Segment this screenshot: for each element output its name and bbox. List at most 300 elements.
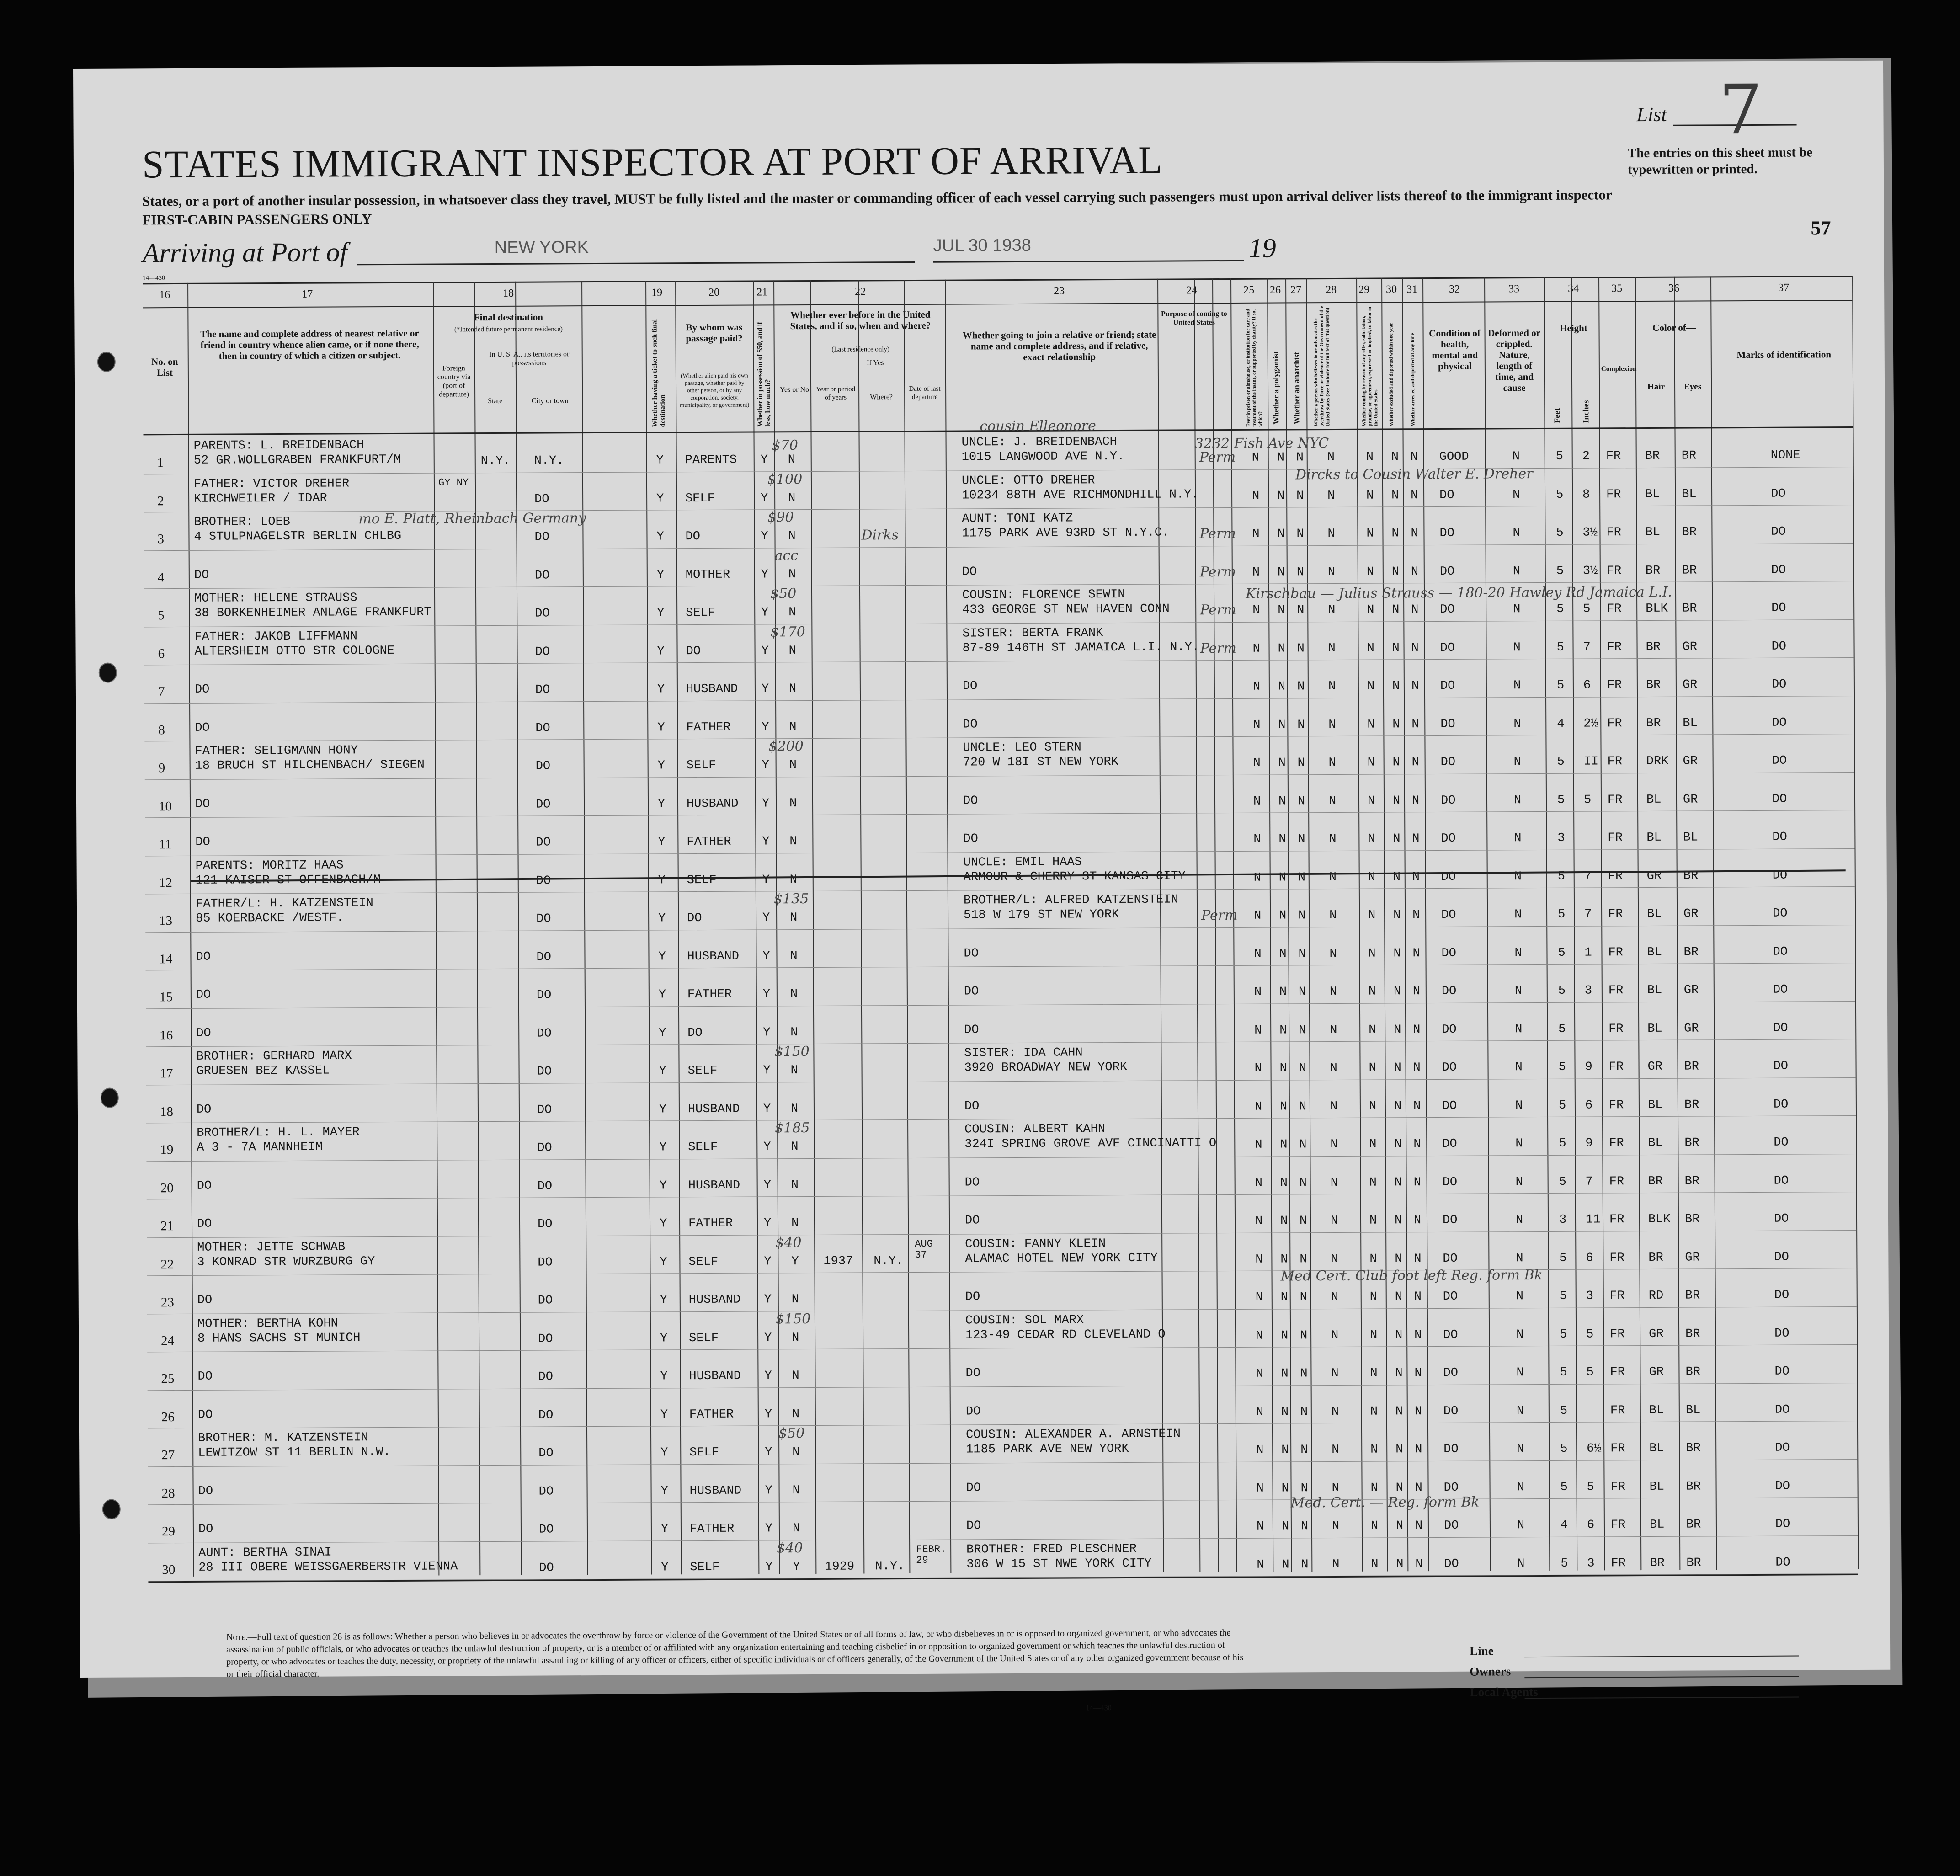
cell-q31: N [1414, 1366, 1422, 1380]
cell-eyes: BR [1685, 1327, 1700, 1341]
cell-paid: HUSBAND [689, 1484, 742, 1498]
handwritten-row2-money: $100 [767, 471, 803, 487]
cell-q26: N [1281, 1481, 1289, 1495]
cell-join2: 1185 PARK AVE NEW YORK [966, 1442, 1129, 1457]
cell-money: Y [764, 1254, 772, 1268]
cell-marks: DO [1774, 1288, 1790, 1302]
header-year-period: Year or period of years [816, 385, 856, 401]
cell-deformed: N [1516, 1404, 1524, 1418]
cell-money: Y [761, 491, 768, 505]
cell-paid: SELF [686, 758, 716, 773]
cell-ticket: Y [660, 1293, 668, 1307]
cell-no: 7 [158, 684, 165, 699]
cell-marks: DO [1772, 754, 1787, 768]
binder-hole [97, 352, 116, 372]
cell-complexion: FR [1608, 1022, 1624, 1036]
header-passage-paid: By whom was passage paid? [686, 321, 743, 344]
cell-marks: DO [1771, 525, 1786, 539]
header-foreign-country: Foreign country via (port of departure) [437, 364, 471, 399]
cell-q25: N [1253, 756, 1261, 770]
cell-complexion: FR [1609, 1136, 1624, 1151]
cell-hair: BL [1647, 945, 1662, 959]
cell-inches: 3½ [1582, 564, 1598, 578]
cell-q27: N [1300, 1443, 1308, 1457]
cell-paid: HUSBAND [686, 797, 739, 811]
handwritten-dirks: Dirks [861, 527, 899, 544]
cell-join2: DO [964, 1214, 980, 1228]
cell-q25: N [1252, 565, 1260, 580]
cell-q26: N [1280, 1176, 1288, 1190]
cell-q30: N [1395, 1328, 1403, 1342]
cell-money: Y [762, 758, 769, 773]
cell-hair: BL [1645, 487, 1660, 501]
cell-complexion: FR [1608, 1060, 1624, 1074]
cell-q27: N [1301, 1557, 1309, 1572]
cell-ever: N [790, 949, 798, 963]
cell-paid: HUSBAND [687, 1102, 740, 1116]
handwritten-row2-note: Dircks to Cousin Walter E. Dreher [1295, 465, 1533, 483]
cell-hair: BL [1649, 1403, 1664, 1418]
cell-hair: RD [1648, 1289, 1664, 1303]
cell-ever: N [792, 1407, 800, 1421]
cell-ever: N [790, 1102, 799, 1116]
manifest-table [143, 276, 1858, 1577]
cell-join2: DO [965, 1366, 980, 1380]
cell-q25: N [1252, 680, 1261, 694]
cell-ticket: Y [660, 1370, 668, 1384]
cell-q28: N [1328, 718, 1336, 732]
cell-join2: 306 W 15 ST NWE YORK CITY [966, 1556, 1152, 1572]
header-q25: Ever in prison or almshouse, or institution for care and treatment of the insane, or supported by charity? If so, which? [1245, 309, 1263, 427]
cell-q30: N [1392, 603, 1400, 617]
cell-q26: N [1278, 603, 1285, 618]
cell-q26: N [1277, 451, 1285, 465]
cell-q25: N [1254, 1023, 1262, 1038]
cell-eyes: BR [1686, 1479, 1701, 1494]
cell-feet: 5 [1555, 449, 1564, 464]
cell-q30: N [1392, 679, 1400, 693]
cell-eyes: BR [1686, 1556, 1701, 1570]
cell-paid: FATHER [686, 720, 731, 735]
cell-rel2: LEWITZOW ST 11 BERLIN N.W. [198, 1445, 391, 1460]
cell-money: Y [763, 1140, 771, 1154]
cell-q31: N [1412, 870, 1420, 884]
cell-ticket: Y [660, 1522, 669, 1536]
cell-paid: DO [687, 1026, 703, 1040]
cell-no: 16 [160, 1028, 173, 1043]
cell-health: DO [1440, 755, 1456, 769]
form-code-top: 14—430 [142, 275, 165, 282]
cell-q25: N [1255, 1290, 1263, 1305]
cell-no: 27 [161, 1448, 175, 1463]
cell-health: DO [1442, 1099, 1457, 1113]
cell-feet: 5 [1556, 488, 1564, 502]
cell-join2: DO [965, 1290, 980, 1304]
cell-q28: N [1330, 1176, 1338, 1190]
cell-paid: SELF [688, 1255, 719, 1269]
cell-marks: DO [1773, 1021, 1788, 1035]
cell-complexion: FR [1610, 1480, 1626, 1494]
cell-q26: N [1281, 1367, 1289, 1381]
cell-ever: Y [791, 1254, 799, 1268]
cell-paid: HUSBAND [688, 1293, 741, 1307]
cell-complexion: FR [1611, 1556, 1626, 1570]
cell-complexion: FR [1607, 755, 1623, 769]
cell-no: 2 [157, 493, 164, 508]
cell-feet: 5 [1558, 946, 1566, 960]
cell-money: Y [765, 1483, 772, 1498]
cell-hair: BLK [1648, 1212, 1671, 1226]
cell-money: Y [763, 1178, 771, 1192]
cell-money: Y [761, 682, 769, 696]
cell-q31: N [1414, 1404, 1422, 1418]
cell-eyes: BR [1682, 602, 1697, 616]
cell-q25: N [1253, 794, 1261, 809]
cell-money: Y [761, 606, 769, 620]
cell-q29: N [1368, 870, 1376, 885]
cell-paid: PARENTS [685, 453, 737, 468]
cell-marks: DO [1771, 677, 1787, 692]
column-number: 28 [1326, 283, 1337, 296]
cell-marks: DO [1773, 1059, 1789, 1073]
cell-no: 24 [161, 1333, 175, 1348]
cell-q30: N [1393, 946, 1401, 960]
cell-city: DO [535, 759, 551, 773]
cell-q25: N [1254, 1061, 1262, 1076]
header-relative: The name and complete address of nearest relative or friend in country whence alien came, or if none there, then in country of which a citizen or subject. [200, 327, 419, 362]
cell-q27: N [1299, 1099, 1307, 1114]
column-number: 17 [302, 288, 313, 300]
cell-eyes: BR [1686, 1518, 1701, 1532]
cell-q31: N [1415, 1443, 1422, 1457]
cell-inches: 3 [1584, 984, 1592, 998]
cell-city: DO [534, 568, 550, 583]
cell-q28: N [1332, 1557, 1340, 1572]
cell-city: DO [535, 607, 550, 621]
cell-ever: N [792, 1331, 799, 1345]
cell-ticket: Y [657, 606, 665, 620]
column-number: 24 [1186, 284, 1198, 297]
cell-money: Y [765, 1560, 773, 1574]
header-q31: Whether arrested and deported at any time [1410, 333, 1416, 426]
cell-join2: DO [962, 679, 978, 693]
cell-ever: N [788, 606, 796, 620]
cell-q25: N [1254, 909, 1262, 923]
cell-q25: N [1253, 832, 1261, 847]
header-purpose: Purpose of coming to United States [1161, 309, 1227, 327]
cell-feet: 5 [1561, 1556, 1568, 1571]
column-number: 26 [1270, 284, 1281, 296]
cell-rel2: 8 HANS SACHS ST MUNICH [197, 1331, 361, 1346]
date-line [933, 260, 1244, 263]
handwritten-row19-money: $185 [775, 1119, 810, 1136]
cell-q28: N [1327, 489, 1335, 503]
cell-no: 15 [159, 990, 173, 1005]
cell-join2: DO [963, 717, 978, 732]
cell-inches: 9 [1585, 1136, 1593, 1151]
cell-q28: N [1330, 1137, 1338, 1152]
cell-rel2: DO [198, 1522, 213, 1536]
cell-q28: N [1328, 756, 1336, 770]
cell-rel1: FATHER/L: H. KATZENSTEIN [195, 896, 373, 911]
cell-rel1: AUNT: BERTHA SINAI [198, 1546, 332, 1560]
manifest-sheet [73, 61, 1890, 1712]
cell-year: 1937 [823, 1254, 853, 1268]
cell-q27: N [1297, 603, 1305, 618]
cell-join2: 1015 LANGWOOD AVE N.Y. [961, 449, 1125, 464]
cell-eyes: BR [1682, 525, 1697, 539]
column-number: 21 [756, 286, 768, 298]
cell-q25: N [1252, 642, 1260, 656]
cell-feet: 3 [1557, 831, 1565, 845]
cell-q29: N [1366, 527, 1374, 541]
cell-deformed: N [1513, 526, 1520, 540]
cell-health: DO [1440, 794, 1456, 808]
cell-hair: BL [1649, 1441, 1664, 1455]
cell-feet: 5 [1556, 526, 1564, 540]
header-final-destination: Final destination [474, 311, 543, 323]
cell-paid: DO [686, 644, 701, 658]
cell-q27: N [1297, 641, 1305, 656]
cell-city: DO [536, 950, 551, 965]
binder-hole [102, 1499, 121, 1519]
cell-q30: N [1394, 1175, 1402, 1189]
cell-inches: 8 [1582, 488, 1590, 502]
column-number: 18 [503, 287, 514, 299]
cell-feet: 5 [1560, 1480, 1568, 1494]
cell-ticket: Y [657, 797, 666, 811]
cell-ever: N [788, 491, 796, 505]
cell-inches: 3 [1587, 1556, 1595, 1571]
cell-join1: SISTER: BERTA FRANK [962, 626, 1103, 641]
cell-eyes: GR [1684, 1022, 1699, 1036]
cell-q29: N [1370, 1519, 1379, 1533]
cell-eyes: BR [1682, 564, 1697, 578]
cell-q31: N [1414, 1328, 1422, 1342]
cell-inches: 2 [1582, 449, 1590, 464]
cell-join1: SISTER: IDA CAHN [964, 1046, 1083, 1061]
cell-q29: N [1370, 1366, 1378, 1380]
handwritten-row1-money: $70 [772, 437, 798, 454]
cell-q28: N [1329, 832, 1337, 847]
cell-join2: 3920 BROADWAY NEW YORK [964, 1060, 1128, 1075]
cell-feet: 5 [1556, 564, 1564, 578]
cell-deformed: N [1514, 946, 1522, 960]
cell-q27: N [1300, 1252, 1307, 1266]
cell-health: DO [1441, 984, 1457, 998]
cell-q29: N [1369, 1176, 1377, 1190]
cell-money: Y [764, 1293, 772, 1307]
cell-money: Y [761, 644, 769, 658]
cell-hair: BR [1645, 564, 1661, 578]
cell-rel2: DO [194, 682, 210, 697]
cell-eyes: GR [1682, 678, 1698, 692]
handwritten-row22-money: $40 [775, 1234, 802, 1251]
cell-no: 17 [160, 1066, 173, 1081]
cell-ever: N [791, 1178, 799, 1192]
cell-deformed: N [1517, 1442, 1524, 1456]
cell-health: DO [1439, 526, 1454, 540]
cell-complexion: FR [1610, 1403, 1625, 1418]
cell-q27: N [1298, 832, 1305, 847]
cell-deformed: N [1515, 1022, 1523, 1036]
cell-feet: 5 [1560, 1404, 1568, 1418]
cell-rel2: DO [197, 1293, 213, 1307]
cell-ticket: Y [660, 1331, 668, 1345]
cell-ever: N [791, 1293, 799, 1307]
cell-ticket: Y [660, 1484, 668, 1498]
cell-ever: N [788, 644, 796, 658]
cell-paid: SELF [687, 873, 717, 887]
cell-hair: BL [1647, 983, 1662, 997]
cell-q31: N [1412, 946, 1420, 960]
cell-q26: N [1280, 1252, 1288, 1266]
cell-q31: N [1411, 679, 1419, 693]
cell-inches: 6 [1583, 678, 1591, 693]
cell-q28: N [1329, 908, 1337, 923]
cell-inches: 5 [1583, 793, 1592, 807]
year-prefix: 19 [1248, 233, 1276, 263]
cell-complexion: FR [1607, 793, 1623, 807]
cell-q29: N [1371, 1557, 1379, 1572]
cell-q27: N [1296, 489, 1304, 503]
cell-q25: N [1252, 527, 1260, 541]
cell-join1: UNCLE: EMIL HAAS [963, 855, 1082, 870]
cell-ever: N [792, 1483, 800, 1498]
cell-deformed: N [1512, 450, 1520, 464]
cell-feet: 5 [1556, 678, 1565, 693]
cell-complexion: FR [1607, 716, 1622, 730]
list-number: 7 [1719, 70, 1763, 150]
cell-hair: BR [1650, 1556, 1665, 1570]
cell-q25: N [1253, 871, 1262, 885]
handwritten-row3-money: $90 [767, 509, 794, 526]
owners-label: Owners [1470, 1664, 1511, 1679]
cell-rel2: DO [198, 1484, 213, 1498]
cell-join1: BROTHER/L: ALFRED KATZENSTEIN [963, 893, 1178, 908]
cell-q30: N [1395, 1290, 1403, 1304]
cell-q29: N [1370, 1405, 1378, 1419]
cell-q27: N [1298, 870, 1306, 885]
cell-rel2: KIRCHWEILER / IDAR [194, 491, 327, 506]
form-code-bottom: 14—430 [1086, 1704, 1112, 1712]
header-q30: Whether excluded and deported within one year [1388, 322, 1395, 426]
cell-health: DO [1444, 1557, 1459, 1571]
cell-rel2: DO [197, 1408, 213, 1422]
cell-q26: N [1280, 1138, 1288, 1152]
cell-deformed: N [1516, 1366, 1524, 1380]
cell-complexion: FR [1608, 945, 1623, 959]
cell-join2: 433 GEORGE ST NEW HAVEN CONN [962, 602, 1170, 617]
cell-join2: 10234 88TH AVE RICHMONDHILL N.Y. [962, 487, 1199, 503]
cell-paid: SELF [685, 491, 715, 506]
header-passage-paid-note: (Whether alien paid his own passage, whether paid by other person, or by any corporation, society, municipality, or government) [680, 372, 750, 409]
cell-join2: DO [962, 565, 977, 579]
cell-join1: COUSIN: FANNY KLEIN [965, 1236, 1106, 1252]
cell-health: DO [1440, 717, 1455, 731]
cell-join2: ARMOUR & CHERRY ST KANSAS CITY [963, 869, 1186, 885]
cell-inches: 7 [1585, 1175, 1593, 1189]
cell-join2: DO [966, 1481, 981, 1495]
cell-ticket: Y [657, 720, 665, 735]
cell-q31: N [1415, 1519, 1423, 1533]
cell-rel2: 121 KAISER ST OFFENBACH/M [195, 873, 381, 888]
cell-money: Y [761, 567, 769, 581]
cell-q28: N [1331, 1405, 1339, 1419]
cell-paid: FATHER [689, 1407, 734, 1422]
cell-marks: DO [1773, 983, 1788, 997]
cell-q29: N [1368, 832, 1375, 846]
cell-deformed: N [1513, 602, 1521, 617]
cell-q31: N [1411, 527, 1418, 541]
cell-deformed: N [1516, 1251, 1523, 1265]
cell-deformed: N [1515, 1061, 1523, 1075]
cell-rel1: PARENTS: MORITZ HAAS [195, 858, 344, 873]
cell-complexion: FR [1608, 831, 1623, 845]
cell-eyes: BR [1685, 1365, 1700, 1379]
cell-money: Y [762, 835, 770, 849]
cell-q30: N [1393, 870, 1401, 884]
cell-ever: N [789, 835, 797, 849]
cell-paid: SELF [687, 1064, 718, 1078]
cell-city: N.Y. [534, 454, 564, 468]
cell-q28: N [1332, 1443, 1339, 1457]
handwritten-row3-note: mo E. Platt, Rheinbach Germany [358, 510, 586, 528]
cell-q27: N [1297, 794, 1305, 808]
cell-inches: 5 [1586, 1327, 1594, 1342]
cell-q31: N [1414, 1252, 1422, 1266]
cell-inches: 7 [1584, 907, 1592, 922]
cell-hair: GR [1649, 1365, 1664, 1379]
cell-marks: DO [1772, 830, 1787, 844]
cell-q28: N [1332, 1481, 1339, 1495]
cell-complexion: FR [1610, 1365, 1625, 1380]
port-line [357, 261, 915, 265]
cell-q25: N [1256, 1367, 1263, 1381]
subtitle: States, or a port of another insular possession, in whatsoever class they travel, MUST be fully listed and the master or commanding officer of each vessel carrying such passengers must upon arrival deliver lists thereof to the immigrant inspector [142, 187, 1612, 209]
cell-join1: UNCLE: LEO STERN [963, 741, 1081, 755]
cell-q27: N [1300, 1367, 1308, 1381]
cell-q28: N [1329, 947, 1337, 961]
cell-money: Y [764, 1331, 772, 1345]
cell-marks: NONE [1770, 448, 1800, 463]
cell-q26: N [1280, 1214, 1288, 1228]
cell-q25: N [1254, 985, 1262, 999]
cell-eyes: BR [1684, 1174, 1700, 1188]
column-number: 36 [1668, 282, 1680, 294]
cell-q27: N [1296, 527, 1304, 541]
cell-foreign: GY NY [438, 476, 469, 489]
header-date-departure: Date of last departure [909, 385, 941, 401]
cell-q30: N [1395, 1481, 1403, 1495]
cell-rel2: ALTERSHEIM OTTO STR COLOGNE [194, 644, 395, 659]
cell-rel2: 18 BRUCH ST HILCHENBACH/ SIEGEN [195, 758, 425, 773]
handwritten-row6-money: $170 [770, 624, 805, 640]
cell-no: 22 [160, 1257, 174, 1272]
handwritten-perm: Perm [1199, 564, 1236, 580]
cell-q30: N [1395, 1519, 1404, 1533]
cell-q29: N [1368, 908, 1376, 922]
cell-q30: N [1391, 565, 1400, 579]
cell-feet: 5 [1556, 640, 1564, 655]
header-city: City or town [531, 397, 569, 405]
cell-ticket: Y [656, 568, 665, 582]
cell-rel2: DO [196, 1103, 212, 1117]
handwritten-row22-note: Med Cert. Club foot left Reg. form Bk [1280, 1267, 1543, 1284]
cell-marks: DO [1772, 716, 1787, 730]
cell-join2: DO [966, 1519, 981, 1533]
cell-marks: DO [1774, 1403, 1790, 1417]
